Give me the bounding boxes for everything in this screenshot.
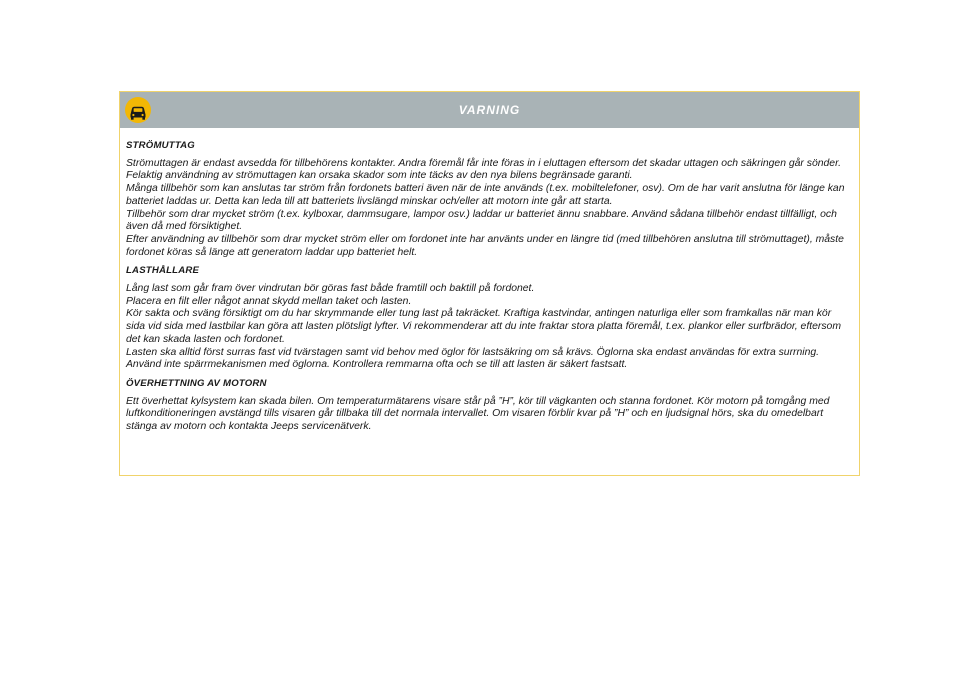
paragraph: Ett överhettat kylsystem kan skada bilen. Om temperaturmätarens visare står på ”H”, kör till vägkanten och stanna fordonet. Kör motorn på tomgång med luftkonditioneringen avstängd tills visaren går tillbaka till det normala intervallet. Om visaren förblir kvar på ”H” och en ljudsignal hörs, ska du omedelbart stänga av motorn och kontakta Jeeps servicenätverk. (126, 395, 830, 433)
section-heading: ÖVERHETTNING AV MOTORN (126, 377, 267, 389)
section-stromuttag (126, 140, 851, 259)
section-heading: STRÖMUTTAG (126, 140, 195, 151)
paragraph: Efter användning av tillbehör som drar mycket ström eller om fordonet inte har använts under en längre tid (med tillbehören anslutna till strömuttaget), måste fordonet köras så länge att generatorn laddar upp batteriet helt. (126, 233, 844, 258)
warning-header (120, 92, 859, 128)
paragraph: Tillbehör som drar mycket ström (t.ex. kylboxar, dammsugare, lampor osv.) laddar ur batteriet ännu snabbare. Använd sådana tillbehör endast tillfälligt, och även då med försiktighet. (126, 208, 837, 233)
paragraph: Kör sakta och sväng försiktigt om du har skrymmande eller tung last på takräcket. Kraftiga kastvindar, antingen naturliga eller som framkallas när man kör sida vid sida med lastbilar kan göra att lasten plötsligt lyfter. Vi rekommenderar att du inte fraktar stora platta föremål, t.ex. plankor eller surfbrädor, eftersom det kan skada lasten och fordonet. (126, 308, 841, 345)
paragraph: Lasten ska alltid först surras fast vid tvärstagen samt vid behov med öglor för lastsäkring om så krävs. Öglorna ska endast användas för extra surrning. Använd inte spärrmekanismen med öglorna. Kontrollera remmarna ofta och se till att lasten är säkert fastsatt. (126, 346, 820, 371)
warning-content (126, 140, 851, 440)
paragraph: Många tillbehör som kan anslutas tar ström från fordonets batteri även när de inte används (t.ex. mobiltelefoner, osv). Om de har varit anslutna för länge kan batteriet laddas ur. Detta kan leda till att batteriets livslängd minskar och/eller att motorn inte går att starta. (126, 183, 845, 207)
paragraph: Placera en filt eller något annat skydd mellan taket och lasten. (126, 295, 412, 307)
paragraph: Strömuttagen är endast avsedda för tillbehörens kontakter. Andra föremål får inte föras in i eluttagen eftersom det skadar uttagen och säkringen går sönder. Felaktig användning av strömuttagen kan orsaka skador som inte täcks av den nya bilens begränsade garanti. (126, 157, 842, 182)
section-overhettning (126, 378, 851, 434)
section-heading: LASTHÅLLARE (126, 265, 200, 277)
section-lasthallare (126, 265, 851, 372)
warning-box (119, 91, 860, 476)
paragraph: Lång last som går fram över vindrutan bör göras fast både framtill och baktill på fordonet. (126, 283, 535, 295)
warning-title: VARNING (458, 103, 521, 117)
